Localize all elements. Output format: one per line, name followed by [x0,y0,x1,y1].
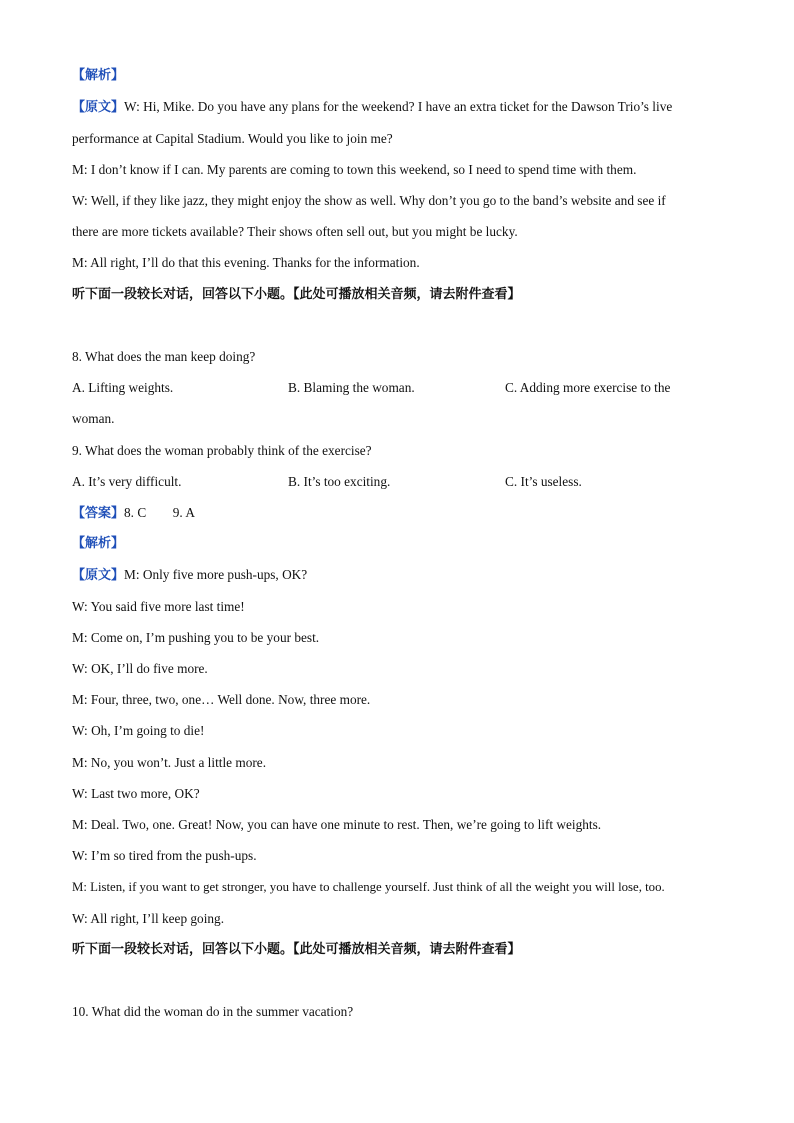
original-text-tag: 【原文】 [72,100,125,115]
transcript-line: M: Deal. Two, one. Great! Now, you can have one minute to rest. Then, we’re going to lift weights. [72,817,602,832]
question-stem: 9. What does the woman probably think of the exercise? [72,443,372,458]
transcript-line [72,566,307,585]
transcript-line: W: You said five more last time! [72,599,245,614]
original-text-tag: 【原文】 [72,568,125,583]
option-c: C. It’s useless. [505,474,582,489]
answer-text: 8. C 9. A [124,505,195,520]
listening-instruction: 听下面一段较长对话，回答以下小题。【此处可播放相关音频，请去附件查看】 [72,287,521,302]
analysis-heading: 【解析】 [72,68,125,83]
transcript-line: M: Four, three, two, one… Well done. Now, three more. [72,692,371,707]
question-stem: 10. What did the woman do in the summer vacation? [72,1004,354,1019]
transcript-text: W: Hi, Mike. Do you have any plans for the weekend? I have an extra ticket for the Dawson Trio’s live [124,99,673,114]
option-b: B. It’s too exciting. [288,474,391,489]
transcript-line: W: OK, I’ll do five more. [72,661,208,676]
transcript-line: W: All right, I’ll keep going. [72,911,225,926]
option-b: B. Blaming the woman. [288,380,415,395]
transcript-line: there are more tickets available? Their shows often sell out, but you might be lucky. [72,224,518,239]
transcript-line: W: Oh, I’m going to die! [72,723,205,738]
listening-instruction: 听下面一段较长对话，回答以下小题。【此处可播放相关音频，请去附件查看】 [72,942,521,957]
option-c: C. Adding more exercise to the [505,380,671,395]
option-c-continued: woman. [72,411,115,426]
transcript-line: M: All right, I’ll do that this evening. Thanks for the information. [72,255,420,270]
transcript-line: M: Listen, if you want to get stronger, you have to challenge yourself. Just think of all the weight you will lose, too. [72,880,665,894]
transcript-line [72,98,672,117]
transcript-line: M: No, you won’t. Just a little more. [72,755,267,770]
option-a: A. It’s very difficult. [72,474,182,489]
answer-tag: 【答案】 [72,506,125,521]
transcript-line: performance at Capital Stadium. Would you like to join me? [72,131,393,146]
transcript-line: M: Come on, I’m pushing you to be your best. [72,630,320,645]
analysis-heading: 【解析】 [72,536,125,551]
transcript-line: M: I don’t know if I can. My parents are coming to town this weekend, so I need to spend time with them. [72,162,637,177]
question-stem: 8. What does the man keep doing? [72,349,256,364]
option-a: A. Lifting weights. [72,380,174,395]
transcript-line: W: Well, if they like jazz, they might enjoy the show as well. Why don’t you go to the band’s website and see if [72,193,666,208]
answer-line [72,504,195,523]
transcript-text: M: Only five more push-ups, OK? [124,567,308,582]
transcript-line: W: I’m so tired from the push-ups. [72,848,257,863]
transcript-line: W: Last two more, OK? [72,786,200,801]
